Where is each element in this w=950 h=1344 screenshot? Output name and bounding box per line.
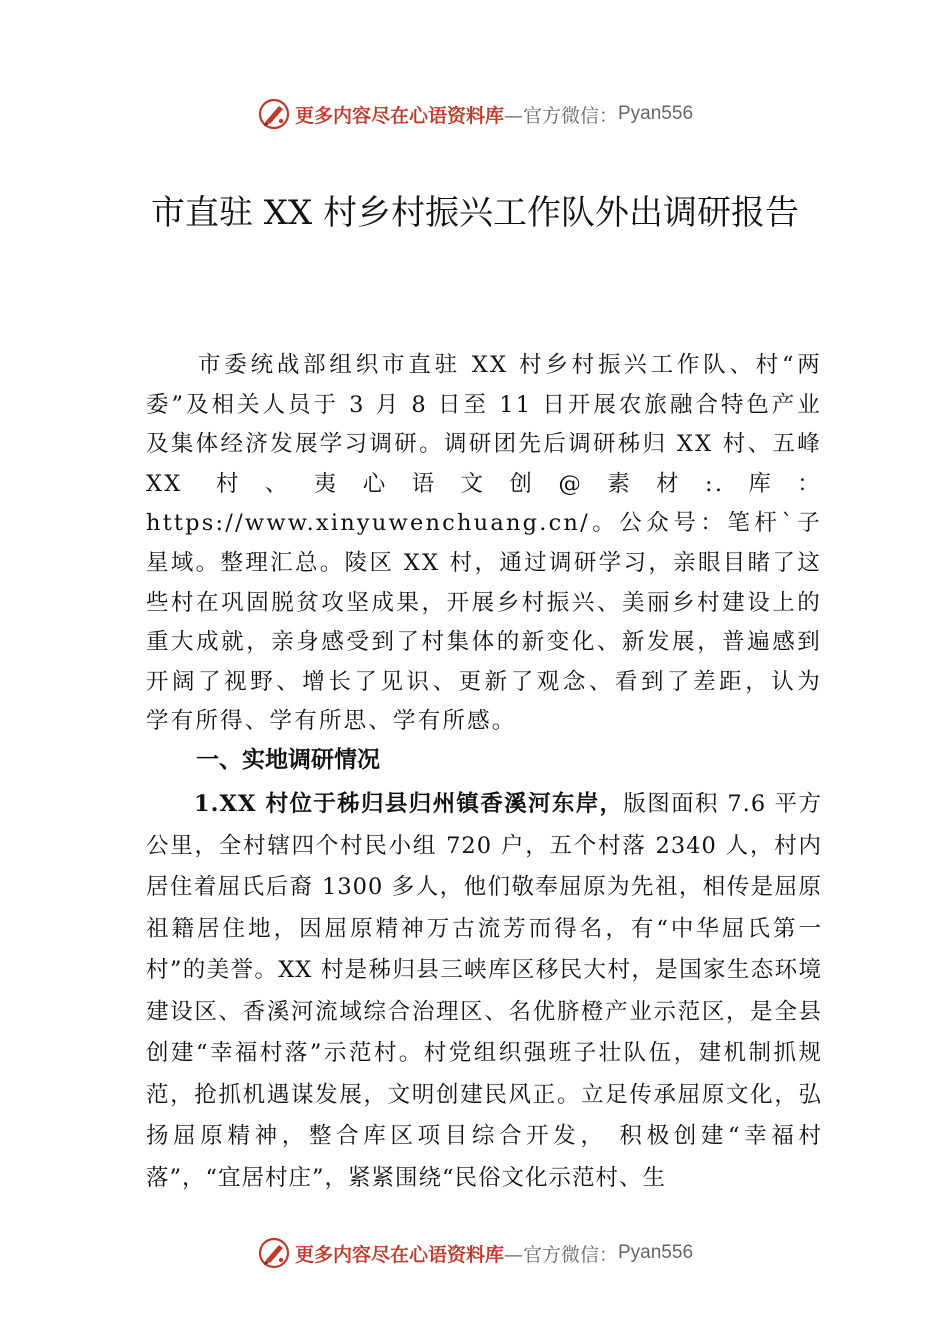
banner-wechat-id: Pyan556 xyxy=(618,1242,694,1263)
body-paragraph-1: 市委统战部组织市直驻 XX 村乡村振兴工作队、村“两委”及相关人员于 3 月 8 日至 11 日开展农旅融合特色产业及集体经济发展学习调研。调研团先后调研秭归 XX 村、五峰 XX 村、夷心语文创@素材:.库：https://www.xinyuwenchuang.cn/。公众号：笔杆`子星域。整理汇总。陵区 XX 村，通过调研学习，亲眼目睹了这些村在巩固脱贫攻坚成果，开展乡村振兴、美丽乡村建设上的重大成就，亲身感受到了村集体的新变化、新发展，普遍感到 开阔了视野、增长了见识、更新了观念、看到了差距，认为 学有所得、学有所思、学有所感。 xyxy=(146,352,822,735)
body-paragraph-2 xyxy=(146,784,822,1199)
footer-banner xyxy=(0,1233,950,1273)
banner-gray-text: —官方微信： xyxy=(503,104,618,127)
paragraph-2-lead: 1.XX 村位于秭归县归州镇香溪河东岸， xyxy=(194,791,624,817)
banner-wechat-id: Pyan556 xyxy=(618,103,694,124)
banner-gray-text: —官方微信： xyxy=(503,1243,618,1266)
paragraph-2-body: 版图面积 7.6 平方公里，全村辖四个村民小组 720 户，五个村落 2340 人，村内居住着屈氏后裔 1300 多人，他们敬奉屈原为先祖，相传是屈原祖籍居住地，因屈原精神万古流芳而得名，有“中华屈氏第一村”的美誉。XX 村是秭归县三峡库区移民大村，是国家生态环境建设区、香溪河流域综合治理区、名优脐橙产业示范区，是全县创建“幸福村落”示范村。村党组织强班子壮队伍，建机制抓规范，抢抓机遇谋发展，文明创建民风正。立足传承屈原文化，弘扬屈原精神，整合库区项目综合开发， 积极创建“幸福村落”，“宜居村庄”，紧紧围绕“民俗文化示范村、生 xyxy=(146,791,822,1191)
header-banner xyxy=(0,94,950,134)
banner-red-text: 更多内容尽在心语资料库 xyxy=(294,1243,504,1266)
brush-logo-icon xyxy=(257,1236,291,1270)
section-heading-1: 一、实地调研情况 xyxy=(196,746,380,773)
document-title: 市直驻 XX 村乡村振兴工作队外出调研报告 xyxy=(150,193,800,233)
brush-logo-icon xyxy=(257,97,291,131)
banner-red-text: 更多内容尽在心语资料库 xyxy=(294,104,504,127)
